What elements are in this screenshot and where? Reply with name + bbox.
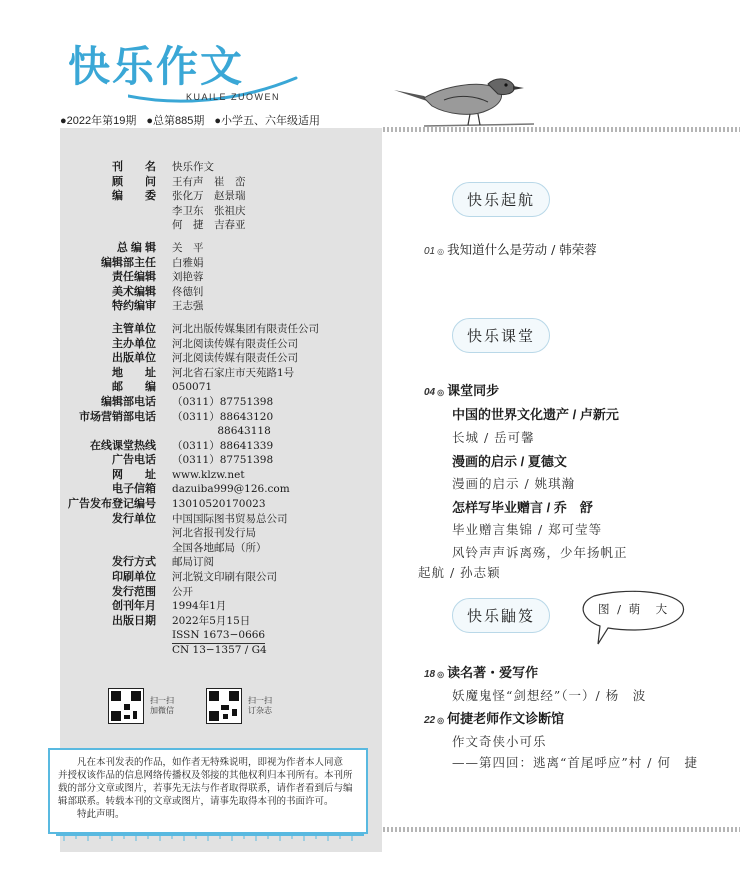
masthead-row: 市场营销部电话 （0311）88643120: [79, 410, 274, 423]
notice-line: 并授权该作品的信息网络传播权及邻接的其他权利归本刊所有。本刊所: [58, 770, 353, 781]
masthead-row: 李卫东 张祖庆: [172, 204, 246, 217]
toc-entry[interactable]: [424, 380, 499, 399]
target-audience: ●小学五、六年级适用: [214, 115, 321, 127]
illustrator-credit: 图 / 萌 大: [598, 602, 670, 616]
masthead-row: 电子信箱 dazuiba999@126.com: [112, 483, 290, 496]
masthead-row: 特约编审 王志强: [112, 300, 204, 313]
masthead-row: 邮 编 050071: [112, 381, 213, 394]
masthead-row: 地 址 河北省石家庄市天苑路1号: [112, 366, 295, 379]
masthead-row: 发行单位 中国国际图书贸易总公司: [112, 512, 288, 525]
toc-title: 何捷老师作文诊断馆: [447, 711, 565, 726]
qr-caption-wechat: 扫一扫 加微信: [150, 696, 174, 715]
issue-info: [60, 112, 380, 128]
toc-article[interactable]: 妖魔鬼怪“剑想经”（一）/ 杨 波: [452, 688, 647, 703]
notice-line: 特此声明。: [77, 809, 125, 820]
speech-bubble-icon: [574, 590, 686, 646]
section-title-qihang: 快乐起航: [452, 182, 550, 217]
page-marker-icon: ◎: [437, 716, 445, 725]
notice-line: 辑部联系。转载本刊的文章或图片，请事先取得本刊的书面许可。: [58, 796, 334, 807]
logo-subtitle: KUAILE ZUOWEN: [186, 92, 281, 102]
toc-entry[interactable]: [424, 240, 597, 258]
masthead-row: 编辑部电话 （0311）87751398: [101, 395, 274, 408]
masthead-row: 印刷单位 河北锐文印刷有限公司: [112, 571, 277, 584]
ruler-decoration-icon: [56, 834, 364, 842]
page-number: 22: [424, 715, 436, 726]
toc-article[interactable]: 怎样写毕业赠言 / 乔 舒: [452, 500, 593, 515]
masthead-row: [60, 628, 382, 643]
masthead-row: 编辑部主任 白雅娟: [101, 256, 204, 269]
issue-number: ●2022年第19期: [60, 115, 137, 127]
page-number: 04: [424, 387, 436, 398]
masthead-row: 88643118: [172, 425, 271, 438]
toc-title: 读名著・爱写作: [447, 665, 539, 680]
toc-article[interactable]: 长城 / 岳可馨: [452, 430, 535, 445]
masthead-row: 河北省报刊发行局: [172, 527, 256, 540]
toc-entry[interactable]: [424, 662, 538, 681]
masthead-row: 总 编 辑 关 平: [116, 241, 204, 254]
toc-title: 我知道什么是劳动 / 韩荣蓉: [447, 242, 597, 257]
page-marker-icon: ◎: [437, 670, 445, 679]
issn-number: ISSN 1673−0666: [172, 628, 265, 644]
masthead-row: 编 委 张化万 赵景瑞: [112, 190, 246, 203]
masthead-row: 主办单位 河北阅读传媒有限责任公司: [112, 337, 298, 350]
masthead-row: 刊 名 快乐作文: [112, 161, 214, 173]
masthead-row: 出版单位 河北阅读传媒有限责任公司: [112, 352, 298, 365]
masthead-row: 广告发布登记编号 13010520170023: [68, 498, 266, 511]
total-issue-number: ●总第885期: [146, 115, 205, 127]
toc-title: 课堂同步: [447, 383, 500, 398]
magazine-logo: [68, 34, 298, 114]
masthead-row: CN 13−1357 / G4: [172, 644, 267, 656]
masthead-row: 在线课堂热线 （0311）88641339: [90, 439, 274, 452]
masthead-row: 全国各地邮局（所）: [172, 541, 267, 554]
page-number: 18: [424, 669, 436, 680]
masthead-row: 出版日期 2022年5月15日: [112, 614, 251, 627]
masthead-row: 发行范围 公开: [112, 585, 193, 598]
qr-caption-subscribe: 扫一扫 订杂志: [248, 696, 272, 715]
dashed-divider-top: [383, 126, 740, 133]
subscribe-qr-code[interactable]: [206, 688, 242, 724]
dashed-divider-bottom: [383, 826, 740, 833]
masthead-list: [60, 160, 382, 658]
page-marker-icon: ◎: [437, 247, 445, 256]
masthead-row: 责任编辑 刘艳蓉: [112, 271, 204, 284]
wechat-qr-code[interactable]: [108, 688, 144, 724]
section-title-ketang: 快乐课堂: [452, 318, 550, 353]
toc-entry[interactable]: [424, 708, 564, 727]
toc-article[interactable]: 作文奇侠小可乐: [452, 734, 547, 749]
copyright-notice: [48, 748, 368, 834]
masthead-row: 何 捷 吉春亚: [172, 219, 246, 232]
toc-article[interactable]: ——第四回：逃离“首尾呼应”村 / 何 捷: [452, 755, 698, 770]
notice-line: 载的部分文章或图片，若事先无法与作者取得联系，请作者看到后与编: [58, 783, 353, 794]
toc-article[interactable]: 起航 / 孙志颖: [418, 565, 501, 580]
toc-article[interactable]: 毕业赠言集锦 / 郑可莹等: [452, 522, 603, 537]
masthead-row: 广告电话 （0311）87751398: [112, 454, 274, 467]
toc-article[interactable]: 漫画的启示 / 夏德文: [452, 454, 567, 469]
toc-article[interactable]: 风铃声声诉离殇，少年扬帆正: [452, 545, 628, 560]
section-title-xiaozhi: 快乐鼬笈: [452, 598, 550, 633]
toc-article[interactable]: 漫画的启示 / 姚琪瀚: [452, 476, 576, 491]
logo-title: 快乐作文: [68, 42, 245, 91]
masthead-row: 顾 问 王有声 崔 峦: [112, 175, 246, 188]
toc-article[interactable]: 中国的世界文化遗产 / 卢新元: [452, 407, 619, 422]
masthead-row: 创刊年月 1994年1月: [112, 600, 227, 613]
masthead-row: 美术编辑 佟德钊: [112, 285, 204, 298]
page-number: 01: [424, 246, 436, 257]
notice-line: 凡在本刊发表的作品，如作者无特殊说明，即视为作者本人同意: [77, 757, 344, 768]
page-marker-icon: ◎: [437, 388, 445, 397]
masthead-row: 主管单位 河北出版传媒集团有限责任公司: [112, 322, 319, 335]
masthead-row: 发行方式 邮局订阅: [112, 556, 214, 569]
masthead-row: 网 址 www.klzw.net: [112, 468, 245, 481]
